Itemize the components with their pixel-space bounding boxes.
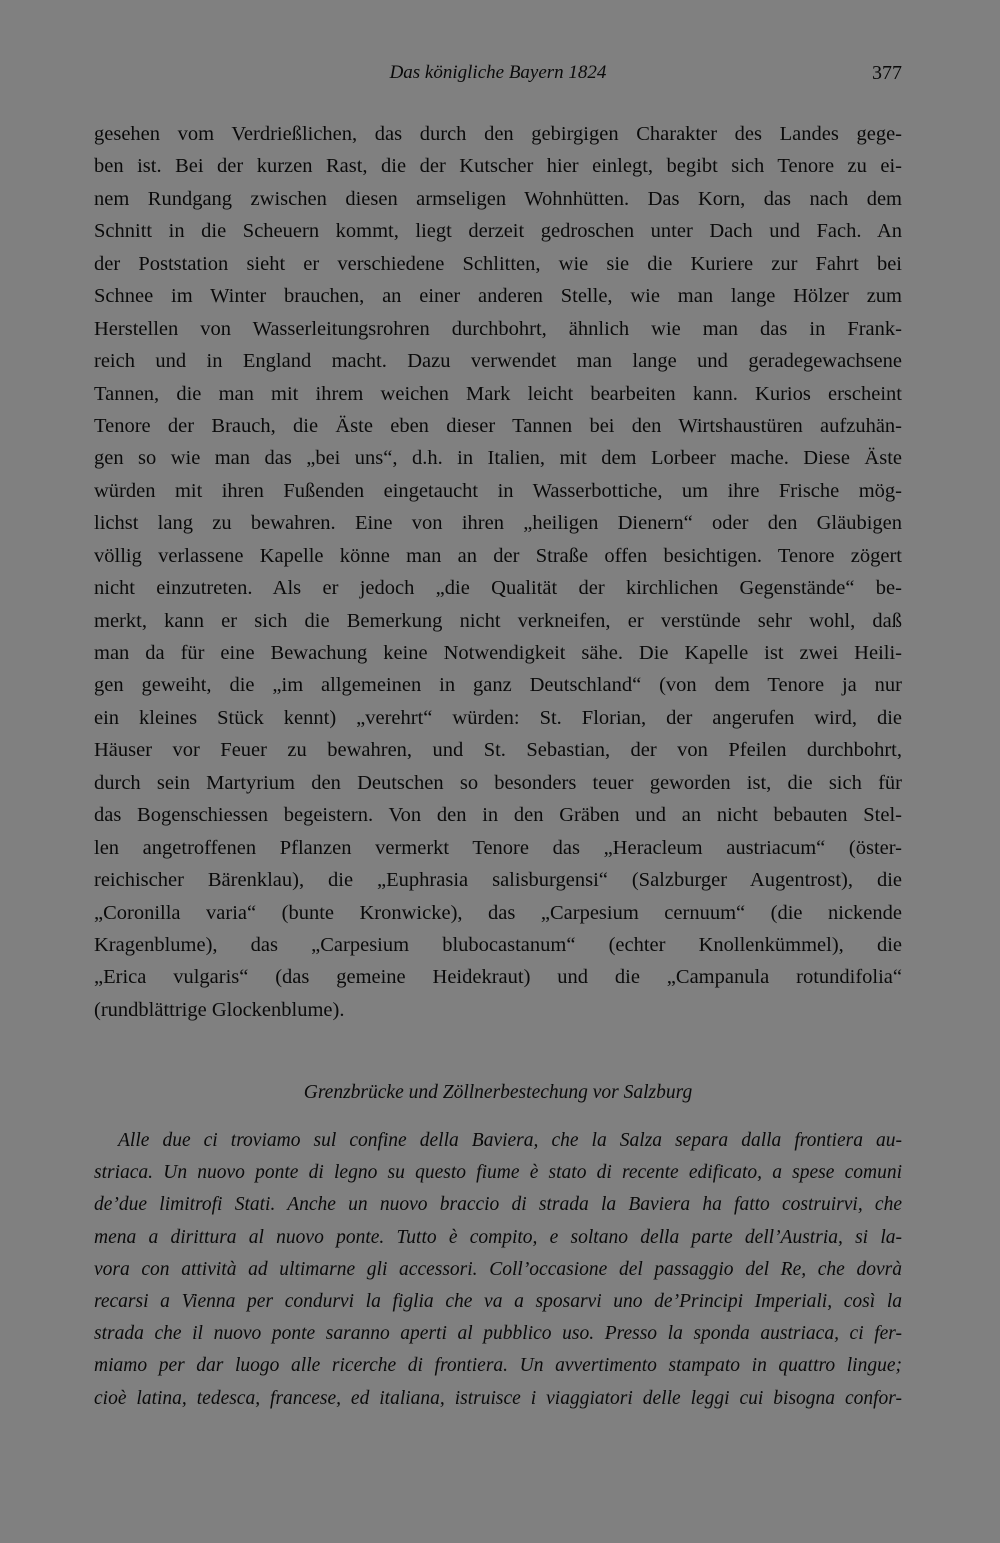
text-line: nem Rundgang zwischen diesen armseligen Wohnhütten. Das Korn, das nach dem (94, 187, 902, 210)
body-paragraph (94, 118, 902, 1026)
text-line: lichst lang zu bewahren. Eine von ihren „heiligen Dienern“ oder den Gläubigen (94, 512, 902, 535)
text-line: das Bogenschiessen begeistern. Von den in den Gräben und an nicht bebauten Stel- (94, 804, 902, 827)
text-line: Häuser vor Feuer zu bewahren, und St. Sebastian, der von Pfeilen durchbohrt, (94, 739, 902, 762)
text-line: gesehen vom Verdrießlichen, das durch den gebirgigen Charakter des Landes gege- (94, 123, 902, 145)
text-line: gen geweiht, die „im allgemeinen in ganz Deutschland“ (von dem Tenore ja nur (94, 674, 902, 697)
quote-line: striaca. Un nuovo ponte di legno su questo fiume è stato di recente edificato, a spese comuni (94, 1162, 902, 1184)
text-line: ben ist. Bei der kurzen Rast, die der Kutscher hier einlegt, begibt sich Tenore zu ei- (94, 155, 902, 178)
quote-line: Alle due ci troviamo sul confine della Baviera, che la Salza separa dalla frontiera au- (118, 1130, 902, 1151)
text-line: merkt, kann er sich die Bemerkung nicht verkneifen, er verstünde sehr wohl, daß (94, 609, 902, 632)
text-line: völlig verlassene Kapelle könne man an der Straße offen besichtigen. Tenore zögert (94, 544, 902, 567)
text-line: Tenore der Brauch, die Äste eben dieser Tannen bei den Wirtshaustüren aufzuhän- (94, 414, 902, 437)
text-line: „Coronilla varia“ (bunte Kronwicke), das „Carpesium cernuum“ (die nickende (94, 901, 902, 924)
text-line: ein kleines Stück kennt) „verehrt“ würden: St. Florian, der angerufen wird, die (94, 706, 902, 729)
quote-line: de’due limitrofi Stati. Anche un nuovo braccio di strada la Baviera ha fatto costruirvi, che (94, 1194, 902, 1216)
quote-line: strada che il nuovo ponte saranno aperti al pubblico uso. Presso la sponda austriaca, ci fer- (94, 1323, 902, 1345)
text-line: gen so wie man das „bei uns“, d.h. in Italien, mit dem Lorbeer mache. Diese Äste (94, 447, 902, 470)
text-line: Kragenblume), das „Carpesium blubocastanum“ (echter Knollenkümmel), die (94, 933, 902, 956)
text-line: Tannen, die man mit ihrem weichen Mark leicht bearbeiten kann. Kurios erscheint (94, 382, 902, 405)
text-line: (rundblättrige Glockenblume). (94, 998, 345, 1021)
quote-line: mena a dirittura al nuovo ponte. Tutto è compito, e soltano della parte dell’Austria, si la- (94, 1226, 902, 1248)
text-line: reichischer Bärenklau), die „Euphrasia salisburgensi“ (Salzburger Augentrost), die (94, 869, 902, 892)
text-line: nicht einzutreten. Als er jedoch „die Qualität der kirchlichen Gegenstände“ be- (94, 577, 902, 600)
running-header (94, 58, 902, 88)
italian-quote (94, 1125, 902, 1415)
text-line: durch sein Martyrium den Deutschen so besonders teuer geworden ist, die sich für (94, 771, 902, 794)
text-line: len angetroffenen Pflanzen vermerkt Tenore das „Heracleum austriacum“ (öster- (94, 836, 902, 859)
text-line: der Poststation sieht er verschiedene Schlitten, wie sie die Kuriere zur Fahrt bei (94, 252, 902, 275)
text-line: man da für eine Bewachung keine Notwendigkeit sähe. Die Kapelle ist zwei Heili- (94, 642, 902, 664)
text-line: „Erica vulgaris“ (das gemeine Heidekraut) und die „Campanula rotundifolia“ (94, 966, 902, 989)
text-line: reich und in England macht. Dazu verwendet man lange und geradegewachsene (94, 350, 902, 373)
text-line: Schnitt in die Scheuern kommt, liegt derzeit gedroschen unter Dach und Fach. An (94, 220, 902, 243)
page-number: 377 (872, 62, 902, 84)
book-page (94, 0, 902, 1543)
quote-line: recarsi a Vienna per condurvi la figlia che va a sposarvi uno de’Principi Imperiali, così la (94, 1290, 902, 1312)
text-line: Schnee im Winter brauchen, an einer anderen Stelle, wie man lange Hölzer zum (94, 285, 902, 308)
text-line: würden mit ihren Fußenden eingetaucht in Wasserbottiche, um ihre Frische mög- (94, 479, 902, 502)
quote-line: miamo per dar luogo alle ricerche di frontiera. Un avvertimento stampato in quattro lingue; (94, 1355, 902, 1377)
running-title: Das königliche Bayern 1824 (389, 62, 607, 83)
quote-line: vora con attività ad ultimarne gli accessori. Coll’occasione del passaggio del Re, che dovrà (94, 1258, 902, 1280)
section-heading: Grenzbrücke und Zöllnerbestechung vor Salzburg (303, 1082, 693, 1103)
text-line: Herstellen von Wasserleitungsrohren durchbohrt, ähnlich wie man das in Frank- (94, 317, 902, 340)
quote-line: cioè latina, tedesca, francese, ed italiana, istruisce i viaggiatori delle leggi cui bisogna confor- (94, 1387, 902, 1409)
